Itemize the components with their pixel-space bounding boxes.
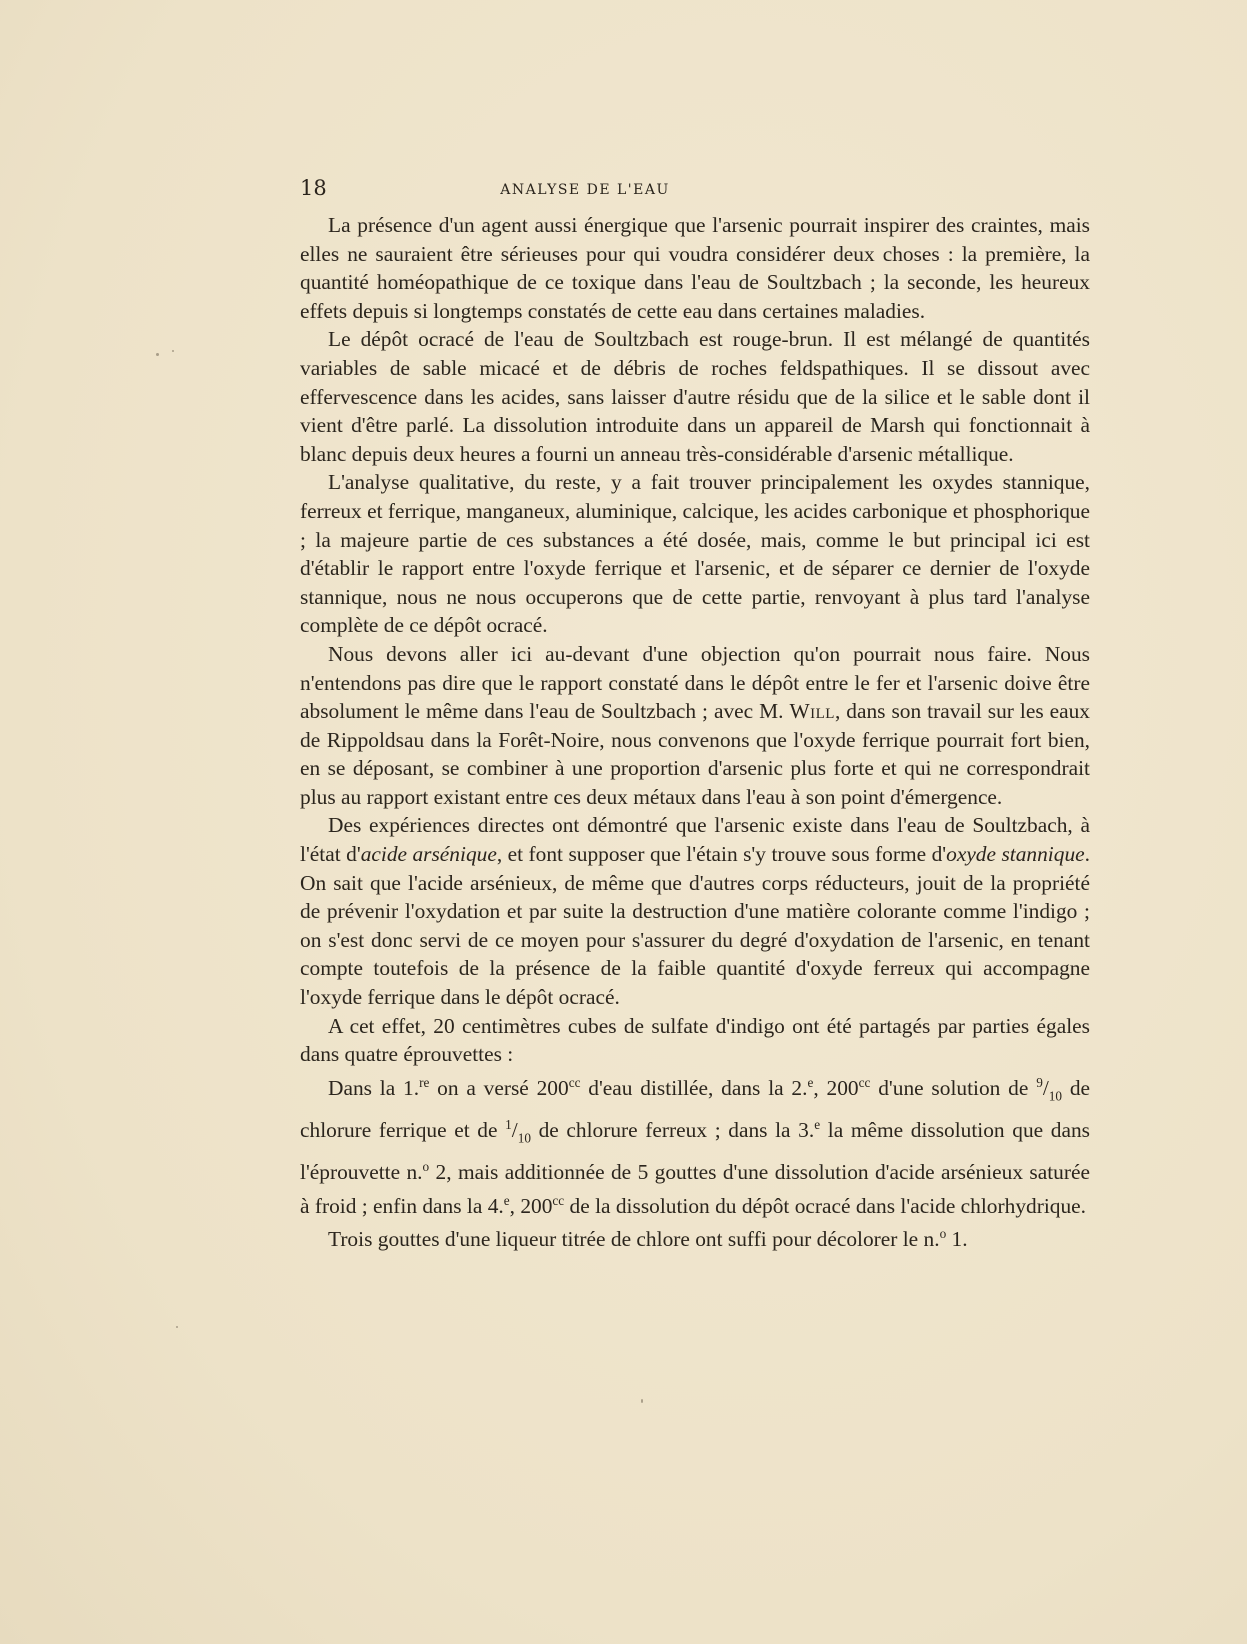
paragraph [300, 1069, 1090, 1220]
paper-speck [641, 1399, 643, 1403]
text-segment: la même dissolution que dans l'éprouvette n. [300, 1117, 1090, 1184]
page-number: 18 [300, 176, 327, 200]
text-segment: cc [858, 1074, 871, 1090]
paragraph [300, 811, 1090, 1011]
text-segment: 1. [946, 1227, 968, 1252]
text-segment: / [511, 1117, 518, 1142]
text-segment: Des expériences directes ont démontré que l'arsenic existe dans l'eau de Soultzbach, à l'état d' [300, 813, 1090, 867]
paper-speck [156, 353, 159, 356]
text-segment: , et font supposer que l'étain s'y trouve sous forme d' [496, 842, 947, 867]
text-segment: Trois gouttes d'une liqueur titrée de chlore ont suffi pour décolorer le n. [328, 1227, 940, 1252]
text-segment: e [807, 1074, 814, 1090]
page-header [300, 176, 870, 204]
text-segment: o [939, 1226, 947, 1242]
paper-speck [172, 350, 174, 352]
text-segment: , 200 [813, 1075, 859, 1100]
paragraph [300, 640, 1090, 812]
paragraph [300, 325, 1090, 468]
text-segment: / [1042, 1075, 1049, 1100]
text-segment: 1 [505, 1116, 512, 1132]
text-segment: oxyde stannique [946, 842, 1085, 867]
text-segment: re [419, 1074, 430, 1090]
text-segment: Nous devons aller ici au-devant d'une objection qu'on pourrait nous faire. Nous n'entendons pas dire que le rapport constaté dans le dépôt entre le fer et l'arsenic doive être absolument le même dans l'eau de Soultzbach ; avec M. [300, 641, 1090, 724]
text-segment: o [422, 1158, 430, 1174]
paragraph [300, 211, 1090, 325]
paragraph [300, 1012, 1090, 1069]
text-segment: 2, mais additionnée de 5 gouttes d'une dissolution d'acide arsénieux saturée à froid ; enfin dans la 4. [300, 1159, 1090, 1218]
text-segment: acide arsénique [360, 842, 497, 867]
text-segment: cc [552, 1192, 565, 1208]
text-segment: L'analyse qualitative, du reste, y a fait trouver principalement les oxydes stannique, ferreux et ferrique, manganeux, aluminique, calcique, les acides carbonique et phosphorique ; la majeure partie de ces substances a été dosée, mais, comme le but principal ici est d'établir le rapport entre l'oxyde ferrique et l'arsenic, et de séparer ce dernier de l'oxyde stannique, nous ne nous occuperons que de cette partie, renvoyant à plus tard l'analyse complète de ce dépôt ocracé. [300, 470, 1090, 638]
body-text [300, 211, 1090, 1254]
text-segment: 10 [1048, 1088, 1063, 1104]
text-segment: on a versé 200 [429, 1075, 569, 1100]
paragraph [300, 1220, 1090, 1254]
text-segment: Will [789, 699, 835, 724]
text-segment: de chlorure ferrique et de [300, 1075, 1091, 1142]
text-segment: . On sait que l'acide arsénieux, de même que d'autres corps réducteurs, jouit de la propriété de prévenir l'oxydation et par suite la destruction d'une matière colorante comme l'indigo ; on s'est donc servi de ce moyen pour s'assurer du degré d'oxydation de l'arsenic, en tenant compte toutefois de la présence de la faible quantité d'oxyde ferreux qui accompagne l'oxyde ferrique dans le dépôt ocracé. [300, 842, 1090, 1010]
text-segment: Le dépôt ocracé de l'eau de Soultzbach est rouge-brun. Il est mélangé de quantités variables de sable micacé et de débris de roches feldspathiques. Il se dissout avec effervescence dans les acides, sans laisser d'autre résidu que de la silice et le sable dont il vient d'être parlé. La dissolution introduite dans un appareil de Marsh qui fonctionnait à blanc depuis deux heures a fourni un anneau très-considérable d'arsenic métallique. [300, 327, 1090, 466]
text-segment: cc [568, 1074, 581, 1090]
text-segment: Dans la 1. [328, 1075, 420, 1100]
text-segment: e [503, 1192, 510, 1208]
text-segment: de chlorure ferreux ; dans la 3. [530, 1117, 815, 1142]
text-segment: , 200 [509, 1193, 553, 1218]
text-segment: La présence d'un agent aussi énergique que l'arsenic pourrait inspirer des craintes, mais elles ne sauraient être sérieuses pour qui voudra considérer deux choses : la première, la quantité homéopathique de ce toxique dans l'eau de Soultzbach ; la seconde, les heureux effets depuis si longtemps constatés de cette eau dans certaines maladies. [300, 213, 1090, 323]
text-segment: A cet effet, 20 centimètres cubes de sulfate d'indigo ont été partagés par parties égales dans quatre éprouvettes : [300, 1013, 1090, 1067]
paper-speck [176, 1326, 178, 1328]
text-segment: , dans son travail sur les eaux de Rippoldsau dans la Forêt-Noire, nous convenons que l'oxyde ferrique pourrait fort bien, en se déposant, se combiner à une proportion d'arsenic plus forte et qui ne correspondrait plus au rapport existant entre ces deux métaux dans l'eau à son point d'émergence. [300, 699, 1090, 809]
running-title: ANALYSE DE L'EAU [500, 182, 670, 198]
text-segment: e [814, 1116, 821, 1132]
text-segment: d'une solution de [870, 1075, 1037, 1100]
text-segment: d'eau distillée, dans la 2. [580, 1075, 808, 1100]
text-segment: 9 [1036, 1074, 1043, 1090]
text-segment: 10 [517, 1130, 531, 1146]
text-segment: de la dissolution du dépôt ocracé dans l'acide chlorhydrique. [564, 1193, 1087, 1218]
paragraph [300, 468, 1090, 640]
